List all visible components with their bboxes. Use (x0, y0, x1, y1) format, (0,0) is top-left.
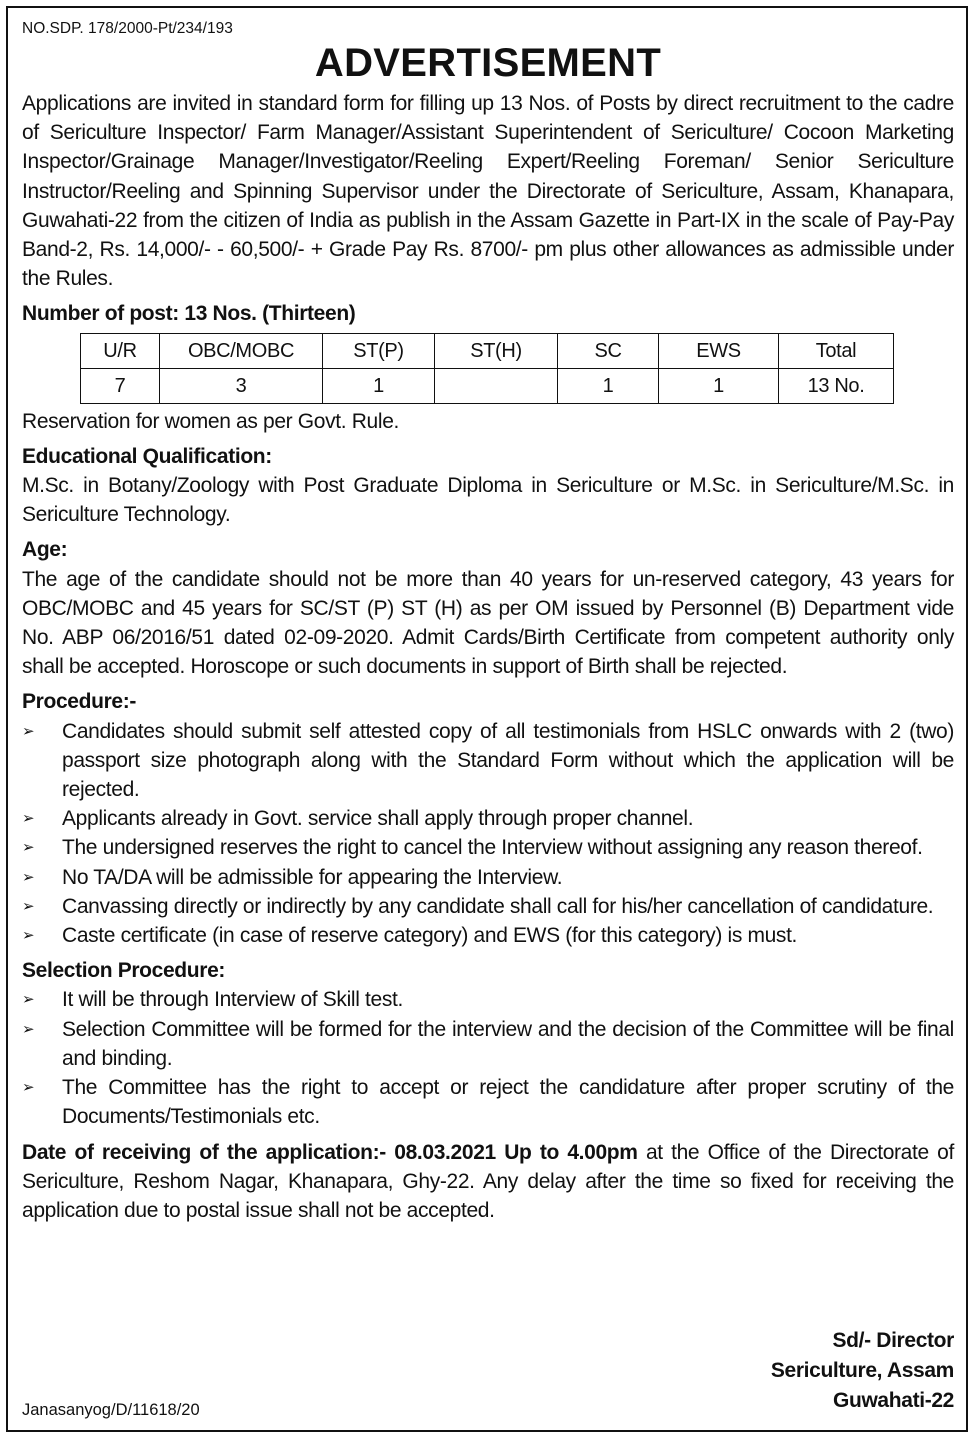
intro-paragraph: Applications are invited in standard form for filling up 13 Nos. of Posts by direct recruitment to the cadre of Sericulture Inspector/ Farm Manager/Assistant Superintendent of Sericulture/ Cocoon Marketing Inspector/Grainage Manager/Investigator/Reeling Expert/Reeling Foreman/ Senior Sericulture Instructor/Reeling and Spinning Supervisor under the Directorate of Sericulture, Assam, Khanapara, Guwahati-22 from the citizen of India as publish in the Assam Gazette in Part-IX in the scale of Pay-Pay Band-2, Rs. 14,000/- - 60,500/- + Grade Pay Rs. 8700/- pm plus other allowances as admissible under the Rules. (22, 92, 954, 291)
table-header-cell: OBC/MOBC (160, 333, 323, 368)
education-heading: Educational Qualification: (22, 444, 272, 468)
table-value-cell: 1 (558, 368, 659, 403)
posts-table (80, 333, 894, 404)
arrow-bullet-icon: ➢ (22, 722, 35, 740)
selection-list (22, 985, 954, 1131)
signature-line: Sd/- Director (832, 1329, 954, 1352)
list-item: ➢ It will be through Interview of Skill test. (22, 985, 954, 1014)
page-title: ADVERTISEMENT (314, 41, 662, 85)
arrow-bullet-icon: ➢ (22, 991, 35, 1009)
posts-table-header-row (81, 333, 894, 368)
posts-table-value-row (81, 368, 894, 403)
publication-code: Janasanyog/D/11618/20 (22, 1401, 200, 1419)
list-item: ➢ The undersigned reserves the right to cancel the Interview without assigning any reason thereof. (22, 833, 954, 862)
list-item: ➢ Candidates should submit self attested copy of all testimonials from HSLC onwards with 2 (two) passport size photograph along with the Standard Form without which the application will be rejected. (22, 717, 954, 805)
list-item: ➢ Applicants already in Govt. service shall apply through proper channel. (22, 804, 954, 833)
arrow-bullet-icon: ➢ (22, 927, 35, 945)
arrow-bullet-icon: ➢ (22, 1079, 35, 1097)
list-item: ➢ Canvassing directly or indirectly by any candidate shall call for his/her cancellation of candidature. (22, 892, 954, 921)
education-text: M.Sc. in Botany/Zoology with Post Graduate Diploma in Sericulture or M.Sc. in Sericulture/M.Sc. in Sericulture Technology. (22, 474, 954, 527)
age-heading: Age: (22, 538, 68, 562)
procedure-heading: Procedure:- (22, 690, 137, 714)
arrow-bullet-icon: ➢ (22, 1020, 35, 1038)
table-header-cell: Total (779, 333, 894, 368)
reference-number: NO.SDP. 178/2000-Pt/234/193 (22, 20, 233, 37)
procedure-list (22, 717, 954, 951)
table-value-cell: 7 (81, 368, 160, 403)
deadline-details: at the Office of the Directorate of Sericulture, Reshom Nagar, Khanapara, Ghy-22. Any delay after the time so fixed for receiving the application due to postal issue shall not be accepted. (22, 1140, 954, 1222)
deadline-paragraph (22, 1138, 954, 1226)
list-item: ➢ The Committee has the right to accept or reject the candidature after proper scrutiny of the Documents/Testimonials etc. (22, 1073, 954, 1131)
signature-line: Guwahati-22 (832, 1389, 954, 1412)
table-value-cell: 3 (160, 368, 323, 403)
table-header-cell: SC (558, 333, 659, 368)
arrow-bullet-icon: ➢ (22, 897, 35, 915)
table-value-cell: 1 (323, 368, 435, 403)
list-item: ➢ Selection Committee will be formed for the interview and the decision of the Committee will be final and binding. (22, 1015, 954, 1073)
table-value-cell (435, 368, 558, 403)
age-text: The age of the candidate should not be more than 40 years for un-reserved category, 43 years for OBC/MOBC and 45 years for SC/ST (P) ST (H) as per OM issued by Personnel (B) Department vide No. ABP 06/2016/51 dated 02-09-2020. Admit Cards/Birth Certificate from competent authority only shall be accepted. Horoscope or such documents in support of Birth shall be rejected. (22, 567, 954, 679)
arrow-bullet-icon: ➢ (22, 868, 35, 886)
table-header-cell: ST(H) (435, 333, 558, 368)
signature-block (771, 1326, 954, 1416)
posts-heading: Number of post: 13 Nos. (Thirteen) (22, 302, 356, 326)
table-header-cell: EWS (659, 333, 779, 368)
arrow-bullet-icon: ➢ (22, 810, 35, 828)
table-header-cell: U/R (81, 333, 160, 368)
list-item: ➢ Caste certificate (in case of reserve category) and EWS (for this category) is must. (22, 921, 954, 950)
table-value-cell: 1 (659, 368, 779, 403)
deadline-date: Date of receiving of the application:- 08.03.2021 Up to 4.00pm (22, 1140, 638, 1164)
table-value-cell: 13 No. (779, 368, 894, 403)
signature-line: Sericulture, Assam (770, 1359, 954, 1382)
advertisement-page (6, 6, 968, 1432)
reservation-note: Reservation for women as per Govt. Rule. (22, 409, 400, 433)
selection-heading: Selection Procedure: (22, 959, 226, 983)
table-header-cell: ST(P) (323, 333, 435, 368)
arrow-bullet-icon: ➢ (22, 839, 35, 857)
list-item: ➢ No TA/DA will be admissible for appearing the Interview. (22, 863, 954, 892)
